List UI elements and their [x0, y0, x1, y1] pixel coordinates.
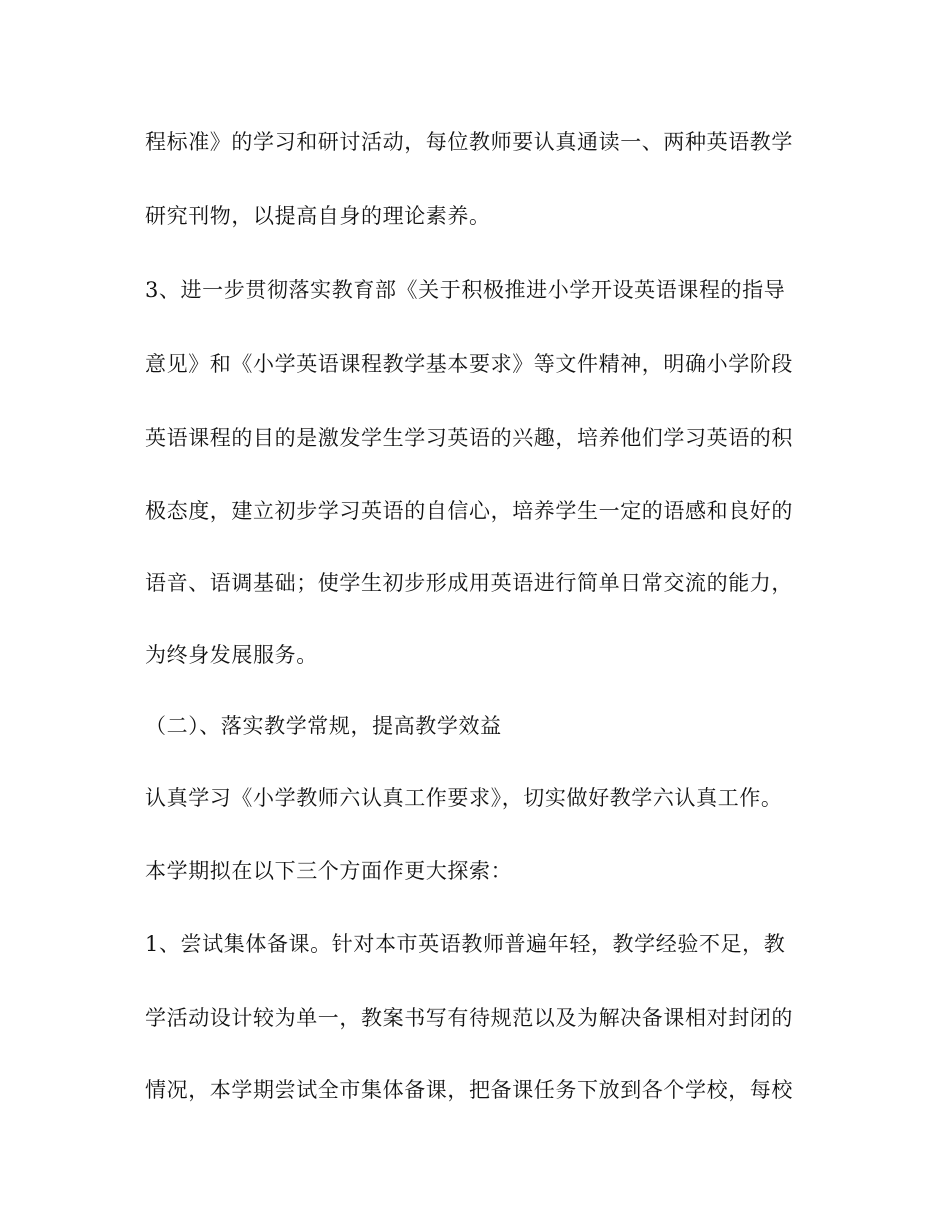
text-line: 极态度，建立初步学习英语的自信心，培养学生一定的语感和良好的	[145, 499, 793, 523]
text-line: 情况，本学期尝试全市集体备课，把备课任务下放到各个学校，每校	[145, 1078, 793, 1102]
text-line: 程标准》的学习和研讨活动，每位教师要认真通读一、两种英语教学	[145, 130, 793, 154]
text-line: 学活动设计较为单一，教案书写有待规范以及为解决备课相对封闭的	[145, 1006, 793, 1030]
text-line: 本学期拟在以下三个方面作更大探索：	[145, 859, 513, 883]
section-heading: （二）、落实教学常规，提高教学效益	[145, 714, 502, 738]
text-line: 认真学习《小学教师六认真工作要求》，切实做好教学六认真工作。	[145, 786, 783, 810]
text-line: 1、尝试集体备课。针对本市英语教师普遍年轻，教学经验不足，教	[145, 932, 786, 956]
text-line: 语音、语调基础；使学生初步形成用英语进行简单日常交流的能力，	[145, 571, 793, 595]
text-line: 为终身发展服务。	[145, 643, 318, 667]
text-line: 英语课程的目的是激发学生学习英语的兴趣，培养他们学习英语的积	[145, 426, 793, 450]
text-line: 研究刊物，以提高自身的理论素养。	[145, 204, 491, 228]
text-line: 意见》和《小学英语课程教学基本要求》等文件精神，明确小学阶段	[145, 352, 793, 376]
text-line: 3、进一步贯彻落实教育部《关于积极推进小学开设英语课程的指导	[145, 278, 786, 302]
